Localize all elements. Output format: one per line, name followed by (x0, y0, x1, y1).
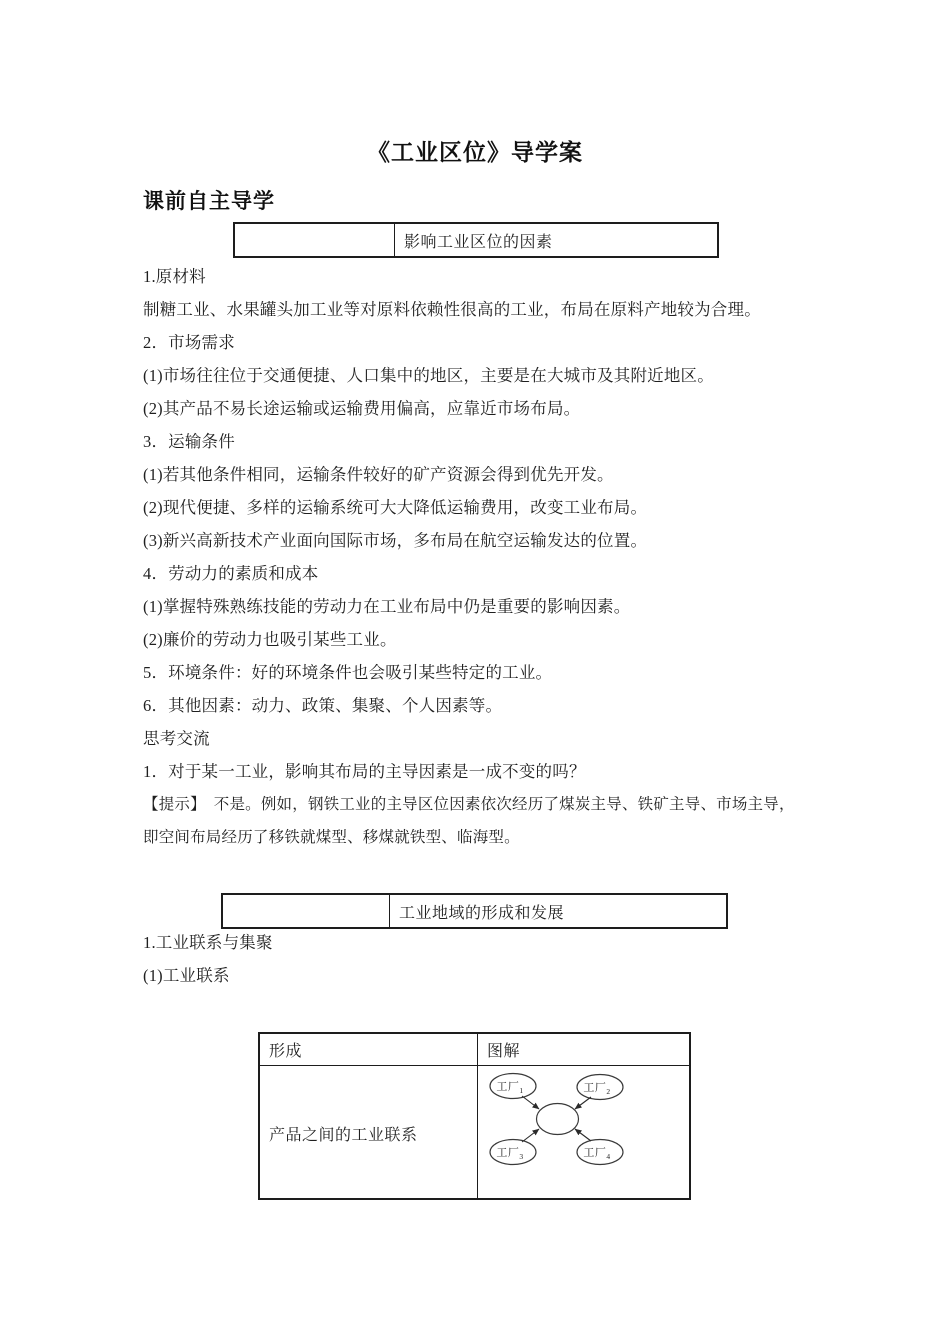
table-header-diagram: 图解 (478, 1034, 691, 1066)
banner-industrial-region-formation (221, 893, 728, 929)
banner2-label: 工业地域的形成和发展 (399, 904, 565, 922)
body-line: (2)廉价的劳动力也吸引某些工业。 (143, 630, 397, 649)
body-line: (2)现代便捷、多样的运输系统可大大降低运输费用，改变工业布局。 (143, 498, 648, 517)
factory3-label: 工厂$_3$ (496, 1147, 524, 1161)
body-line: 5．环境条件：好的环境条件也会吸引某些特定的工业。 (143, 663, 553, 682)
banner1-blank-cell (235, 224, 395, 256)
body-line: (1)市场往往位于交通便捷、人口集中的地区，主要是在大城市及其附近地区。 (143, 366, 714, 385)
central-blank-ellipse (537, 1104, 579, 1135)
arrow-factory2-to-center (575, 1097, 591, 1109)
think-exchange-heading: 思考交流 (143, 729, 210, 748)
hint-line: 即空间布局经历了移铁就煤型、移煤就铁型、临海型。 (143, 829, 520, 846)
body-line: 3．运输条件 (143, 432, 235, 451)
table-diagram-cell (478, 1066, 691, 1200)
section1-body (143, 260, 903, 854)
body-line: (1)若其他条件相同，运输条件较好的矿产资源会得到优先开发。 (143, 465, 614, 484)
body-line: 1.原材料 (143, 267, 206, 286)
body-line: (1)掌握特殊熟练技能的劳动力在工业布局中仍是重要的影响因素。 (143, 597, 631, 616)
body-line: 6．其他因素：动力、政策、集聚、个人因素等。 (143, 696, 503, 715)
page-title: 《工业区位》导学案 (367, 139, 583, 165)
section1-heading: 课前自主导学 (143, 190, 275, 213)
banner2-blank-cell (223, 895, 390, 927)
table-row-label: 产品之间的工业联系 (260, 1066, 478, 1200)
body-line: 1.工业联系与集聚 (143, 933, 273, 952)
factory1-label: 工厂$_1$ (496, 1081, 524, 1095)
body-line: (1)工业联系 (143, 966, 230, 985)
hint-line: 【提示】 不是。例如，钢铁工业的主导区位因素依次经历了煤炭主导、铁矿主导、市场主导， (143, 796, 795, 813)
section2-body (143, 926, 903, 992)
arrow-factory1-to-center (522, 1096, 539, 1109)
banner-industry-location-factors (233, 222, 719, 258)
table-header-formation: 形成 (260, 1034, 478, 1066)
body-line: 4．劳动力的素质和成本 (143, 564, 319, 583)
body-line: (3)新兴高新技术产业面向国际市场，多布局在航空运输发达的位置。 (143, 531, 648, 550)
arrow-factory4-to-center (575, 1129, 591, 1141)
factory4-label: 工厂$_4$ (583, 1147, 611, 1161)
body-line: (2)其产品不易长途运输或运输费用偏高，应靠近市场布局。 (143, 399, 581, 418)
arrow-factory3-to-center (522, 1129, 539, 1142)
think-question: 1．对于某一工业，影响其布局的主导因素是一成不变的吗？ (143, 762, 586, 781)
factory2-label: 工厂$_2$ (583, 1082, 611, 1096)
banner1-label: 影响工业区位的因素 (404, 233, 553, 251)
body-line: 2．市场需求 (143, 333, 235, 352)
factory-links-diagram (478, 1066, 691, 1200)
industrial-links-table (258, 1032, 691, 1200)
body-line: 制糖工业、水果罐头加工业等对原料依赖性很高的工业，布局在原料产地较为合理。 (143, 300, 761, 319)
